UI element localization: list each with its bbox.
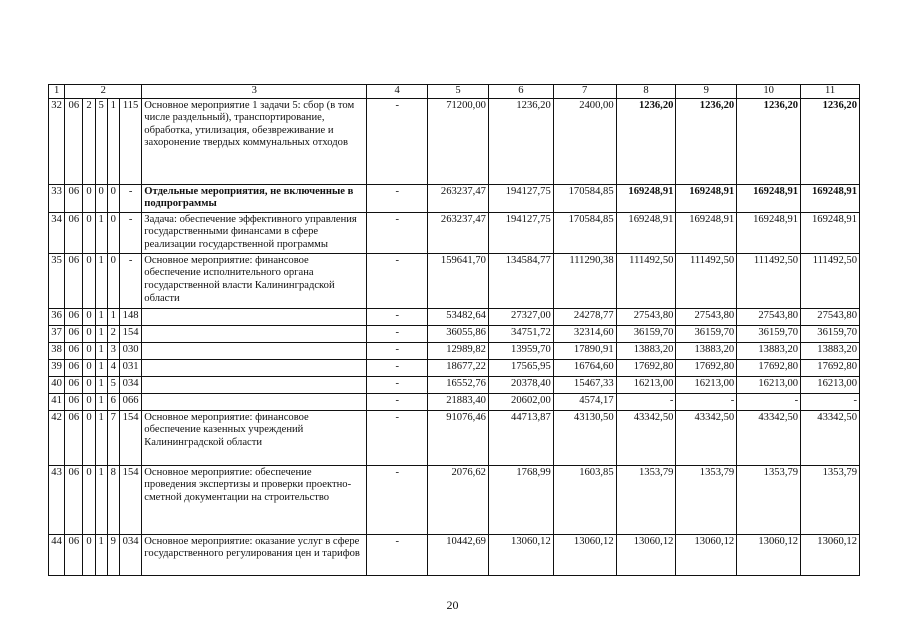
- amount-cell: 18677,22: [428, 359, 489, 376]
- code-segment-cell: 06: [65, 253, 83, 308]
- code-segment-cell: 154: [119, 325, 141, 342]
- row-number-cell: 40: [49, 376, 65, 393]
- column-4-cell: -: [367, 325, 428, 342]
- column-4-cell: -: [367, 465, 428, 534]
- code-segment-cell: 0: [107, 212, 119, 253]
- code-segment-cell: 031: [119, 359, 141, 376]
- table-row: [49, 98, 860, 184]
- amount-cell: 36159,70: [676, 325, 737, 342]
- amount-cell: 16552,76: [428, 376, 489, 393]
- amount-cell: 43342,50: [801, 410, 860, 465]
- amount-cell: 34751,72: [488, 325, 553, 342]
- header-cell: 8: [616, 85, 676, 99]
- amount-cell: 111492,50: [737, 253, 801, 308]
- header-cell: 6: [488, 85, 553, 99]
- amount-cell: 169248,91: [801, 184, 860, 212]
- amount-cell: 169248,91: [616, 184, 676, 212]
- header-cell: 4: [367, 85, 428, 99]
- code-segment-cell: 0: [83, 184, 95, 212]
- code-segment-cell: 034: [119, 534, 141, 575]
- column-4-cell: -: [367, 184, 428, 212]
- code-segment-cell: 1: [95, 342, 107, 359]
- code-segment-cell: 06: [65, 393, 83, 410]
- code-segment-cell: 154: [119, 465, 141, 534]
- amount-cell: 263237,47: [428, 184, 489, 212]
- table-row: [49, 325, 860, 342]
- amount-cell: 1236,20: [676, 98, 737, 184]
- code-segment-cell: 0: [107, 253, 119, 308]
- amount-cell: 13060,12: [616, 534, 676, 575]
- amount-cell: 170584,85: [553, 184, 616, 212]
- description-cell: [142, 376, 367, 393]
- amount-cell: -: [737, 393, 801, 410]
- code-segment-cell: 0: [107, 184, 119, 212]
- amount-cell: 111290,38: [553, 253, 616, 308]
- row-number-cell: 39: [49, 359, 65, 376]
- amount-cell: 12989,82: [428, 342, 489, 359]
- amount-cell: 16213,00: [737, 376, 801, 393]
- amount-cell: 17692,80: [737, 359, 801, 376]
- amount-cell: 1353,79: [676, 465, 737, 534]
- description-cell: [142, 393, 367, 410]
- column-4-cell: -: [367, 393, 428, 410]
- amount-cell: 1768,99: [488, 465, 553, 534]
- amount-cell: 4574,17: [553, 393, 616, 410]
- amount-cell: 1236,20: [737, 98, 801, 184]
- description-cell: [142, 308, 367, 325]
- amount-cell: 13060,12: [737, 534, 801, 575]
- amount-cell: 43342,50: [737, 410, 801, 465]
- description-cell: Основное мероприятие: финансовое обеспечение казенных учреждений Калининградской области: [142, 410, 367, 465]
- code-segment-cell: 06: [65, 376, 83, 393]
- code-segment-cell: 06: [65, 308, 83, 325]
- amount-cell: 1603,85: [553, 465, 616, 534]
- column-4-cell: -: [367, 534, 428, 575]
- code-segment-cell: 2: [83, 98, 95, 184]
- code-segment-cell: 1: [95, 534, 107, 575]
- header-cell: 1: [49, 85, 65, 99]
- amount-cell: 17890,91: [553, 342, 616, 359]
- column-4-cell: -: [367, 359, 428, 376]
- row-number-cell: 32: [49, 98, 65, 184]
- header-cell: 5: [428, 85, 489, 99]
- amount-cell: 13060,12: [553, 534, 616, 575]
- code-segment-cell: 0: [83, 376, 95, 393]
- code-segment-cell: 1: [95, 393, 107, 410]
- amount-cell: 13060,12: [676, 534, 737, 575]
- amount-cell: 17692,80: [676, 359, 737, 376]
- amount-cell: 169248,91: [616, 212, 676, 253]
- header-cell: 11: [801, 85, 860, 99]
- amount-cell: 27543,80: [737, 308, 801, 325]
- code-segment-cell: 06: [65, 342, 83, 359]
- column-4-cell: -: [367, 98, 428, 184]
- table-row: [49, 410, 860, 465]
- description-cell: [142, 359, 367, 376]
- header-cell: 3: [142, 85, 367, 99]
- code-segment-cell: 06: [65, 534, 83, 575]
- description-cell: [142, 325, 367, 342]
- row-number-cell: 41: [49, 393, 65, 410]
- amount-cell: 17692,80: [616, 359, 676, 376]
- description-cell: Основное мероприятие 1 задачи 5: сбор (в том числе раздельный), транспортирование, обработка, утилизация, обезвреживание и захоронение твердых коммунальных отходов: [142, 98, 367, 184]
- code-segment-cell: 1: [95, 212, 107, 253]
- code-segment-cell: 4: [107, 359, 119, 376]
- code-segment-cell: 06: [65, 359, 83, 376]
- header-cell: 7: [553, 85, 616, 99]
- amount-cell: 27327,00: [488, 308, 553, 325]
- amount-cell: 194127,75: [488, 212, 553, 253]
- code-segment-cell: 9: [107, 534, 119, 575]
- code-segment-cell: 030: [119, 342, 141, 359]
- table-row: [49, 465, 860, 534]
- amount-cell: -: [801, 393, 860, 410]
- amount-cell: 169248,91: [737, 212, 801, 253]
- header-row: [49, 85, 860, 99]
- amount-cell: 13883,20: [801, 342, 860, 359]
- table-row: [49, 534, 860, 575]
- code-segment-cell: 0: [83, 410, 95, 465]
- amount-cell: 36055,86: [428, 325, 489, 342]
- code-segment-cell: -: [119, 184, 141, 212]
- amount-cell: 16213,00: [676, 376, 737, 393]
- code-segment-cell: 6: [107, 393, 119, 410]
- amount-cell: 111492,50: [676, 253, 737, 308]
- amount-cell: 169248,91: [737, 184, 801, 212]
- code-segment-cell: 0: [83, 393, 95, 410]
- amount-cell: 13959,70: [488, 342, 553, 359]
- table-row: [49, 184, 860, 212]
- amount-cell: 16213,00: [801, 376, 860, 393]
- row-number-cell: 38: [49, 342, 65, 359]
- code-segment-cell: 1: [95, 465, 107, 534]
- amount-cell: 194127,75: [488, 184, 553, 212]
- amount-cell: 91076,46: [428, 410, 489, 465]
- amount-cell: 36159,70: [616, 325, 676, 342]
- amount-cell: -: [616, 393, 676, 410]
- row-number-cell: 35: [49, 253, 65, 308]
- code-segment-cell: 06: [65, 212, 83, 253]
- amount-cell: 20602,00: [488, 393, 553, 410]
- code-segment-cell: 3: [107, 342, 119, 359]
- row-number-cell: 37: [49, 325, 65, 342]
- table-row: [49, 253, 860, 308]
- column-4-cell: -: [367, 253, 428, 308]
- code-segment-cell: 8: [107, 465, 119, 534]
- code-segment-cell: 148: [119, 308, 141, 325]
- amount-cell: 71200,00: [428, 98, 489, 184]
- row-number-cell: 43: [49, 465, 65, 534]
- code-segment-cell: -: [119, 253, 141, 308]
- table-row: [49, 342, 860, 359]
- amount-cell: 13883,20: [737, 342, 801, 359]
- table-row: [49, 359, 860, 376]
- code-segment-cell: 0: [83, 253, 95, 308]
- description-cell: Основное мероприятие: обеспечение проведения экспертизы и проверки проектно-сметной документации на строительство: [142, 465, 367, 534]
- code-segment-cell: 034: [119, 376, 141, 393]
- amount-cell: 169248,91: [676, 212, 737, 253]
- amount-cell: 36159,70: [737, 325, 801, 342]
- amount-cell: 170584,85: [553, 212, 616, 253]
- amount-cell: 43130,50: [553, 410, 616, 465]
- amount-cell: 36159,70: [801, 325, 860, 342]
- code-segment-cell: 1: [95, 376, 107, 393]
- budget-table: [48, 84, 860, 576]
- amount-cell: 159641,70: [428, 253, 489, 308]
- amount-cell: 10442,69: [428, 534, 489, 575]
- amount-cell: 32314,60: [553, 325, 616, 342]
- code-segment-cell: 115: [119, 98, 141, 184]
- code-segment-cell: 06: [65, 98, 83, 184]
- amount-cell: 44713,87: [488, 410, 553, 465]
- amount-cell: 134584,77: [488, 253, 553, 308]
- amount-cell: 1353,79: [616, 465, 676, 534]
- amount-cell: 1353,79: [737, 465, 801, 534]
- code-segment-cell: 1: [95, 325, 107, 342]
- description-cell: Основное мероприятие: финансовое обеспечение исполнительного органа государственной власти Калининградской области: [142, 253, 367, 308]
- code-segment-cell: 06: [65, 465, 83, 534]
- amount-cell: 1236,20: [488, 98, 553, 184]
- amount-cell: 43342,50: [616, 410, 676, 465]
- description-cell: Задача: обеспечение эффективного управления государственными финансами в сфере реализации государственной программы: [142, 212, 367, 253]
- amount-cell: 16764,60: [553, 359, 616, 376]
- row-number-cell: 33: [49, 184, 65, 212]
- table-row: [49, 393, 860, 410]
- amount-cell: 111492,50: [616, 253, 676, 308]
- code-segment-cell: 1: [95, 359, 107, 376]
- column-4-cell: -: [367, 410, 428, 465]
- amount-cell: 169248,91: [801, 212, 860, 253]
- description-cell: [142, 342, 367, 359]
- code-segment-cell: 0: [83, 308, 95, 325]
- code-segment-cell: 0: [83, 325, 95, 342]
- code-segment-cell: 066: [119, 393, 141, 410]
- amount-cell: 27543,80: [676, 308, 737, 325]
- code-segment-cell: 06: [65, 184, 83, 212]
- amount-cell: 27543,80: [801, 308, 860, 325]
- code-segment-cell: 0: [83, 359, 95, 376]
- code-segment-cell: 0: [83, 342, 95, 359]
- amount-cell: 1236,20: [801, 98, 860, 184]
- code-segment-cell: 0: [83, 212, 95, 253]
- amount-cell: 43342,50: [676, 410, 737, 465]
- code-segment-cell: 1: [95, 410, 107, 465]
- column-4-cell: -: [367, 308, 428, 325]
- code-segment-cell: 0: [95, 184, 107, 212]
- description-cell: Основное мероприятие: оказание услуг в сфере государственного регулирования цен и тарифов: [142, 534, 367, 575]
- amount-cell: 15467,33: [553, 376, 616, 393]
- column-4-cell: -: [367, 376, 428, 393]
- amount-cell: 13060,12: [801, 534, 860, 575]
- amount-cell: 53482,64: [428, 308, 489, 325]
- column-4-cell: -: [367, 212, 428, 253]
- table-body: [49, 98, 860, 575]
- amount-cell: 1236,20: [616, 98, 676, 184]
- code-segment-cell: 1: [95, 253, 107, 308]
- code-segment-cell: 2: [107, 325, 119, 342]
- amount-cell: 13883,20: [616, 342, 676, 359]
- code-segment-cell: 1: [107, 308, 119, 325]
- amount-cell: 2076,62: [428, 465, 489, 534]
- page-number: 20: [446, 598, 459, 612]
- table-row: [49, 212, 860, 253]
- code-segment-cell: 06: [65, 325, 83, 342]
- code-segment-cell: 5: [95, 98, 107, 184]
- code-segment-cell: 0: [83, 534, 95, 575]
- header-cell: 2: [65, 85, 142, 99]
- amount-cell: 169248,91: [676, 184, 737, 212]
- amount-cell: 20378,40: [488, 376, 553, 393]
- amount-cell: 2400,00: [553, 98, 616, 184]
- amount-cell: 13060,12: [488, 534, 553, 575]
- amount-cell: 263237,47: [428, 212, 489, 253]
- table-row: [49, 308, 860, 325]
- code-segment-cell: 154: [119, 410, 141, 465]
- amount-cell: 21883,40: [428, 393, 489, 410]
- amount-cell: 27543,80: [616, 308, 676, 325]
- amount-cell: 17692,80: [801, 359, 860, 376]
- code-segment-cell: 7: [107, 410, 119, 465]
- code-segment-cell: -: [119, 212, 141, 253]
- amount-cell: 16213,00: [616, 376, 676, 393]
- description-cell: Отдельные мероприятия, не включенные в подпрограммы: [142, 184, 367, 212]
- header-cell: 10: [737, 85, 801, 99]
- table-row: [49, 376, 860, 393]
- row-number-cell: 44: [49, 534, 65, 575]
- amount-cell: -: [676, 393, 737, 410]
- header-cell: 9: [676, 85, 737, 99]
- code-segment-cell: 5: [107, 376, 119, 393]
- amount-cell: 1353,79: [801, 465, 860, 534]
- row-number-cell: 36: [49, 308, 65, 325]
- amount-cell: 17565,95: [488, 359, 553, 376]
- amount-cell: 13883,20: [676, 342, 737, 359]
- amount-cell: 111492,50: [801, 253, 860, 308]
- row-number-cell: 34: [49, 212, 65, 253]
- row-number-cell: 42: [49, 410, 65, 465]
- code-segment-cell: 0: [83, 465, 95, 534]
- code-segment-cell: 06: [65, 410, 83, 465]
- code-segment-cell: 1: [107, 98, 119, 184]
- column-4-cell: -: [367, 342, 428, 359]
- amount-cell: 24278,77: [553, 308, 616, 325]
- code-segment-cell: 1: [95, 308, 107, 325]
